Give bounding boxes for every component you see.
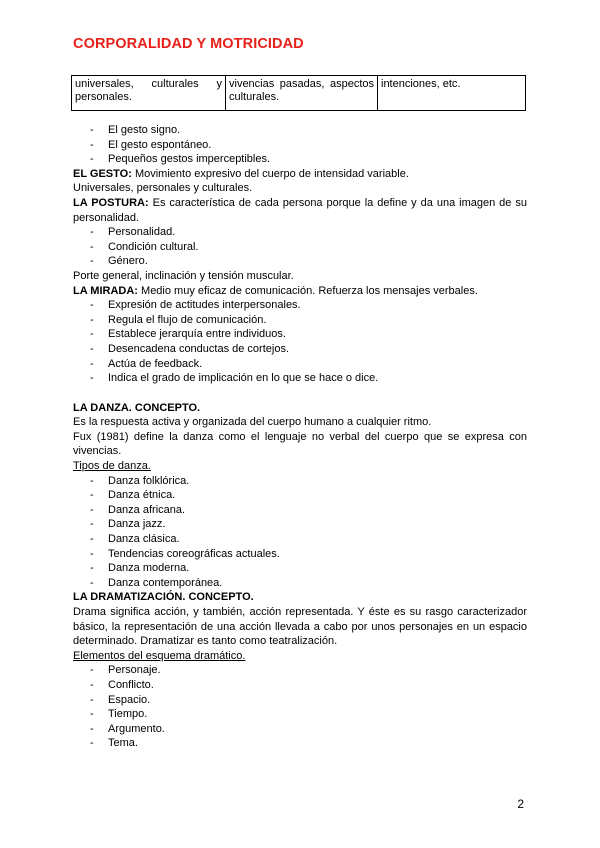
gesto-label: EL GESTO:	[73, 167, 132, 180]
list-item: - Danza moderna.	[73, 561, 527, 576]
list-item: - Tema.	[73, 736, 527, 751]
list-item: - Danza africana.	[73, 503, 527, 518]
table-cell: intenciones, etc.	[378, 76, 526, 111]
mirada-text: Medio muy eficaz de comunicación. Refuerza los mensajes verbales.	[137, 284, 478, 297]
list-item: - Conflicto.	[73, 678, 527, 693]
mirada-definition	[73, 284, 527, 299]
danza-paragraph: Fux (1981) define la danza como el lenguaje no verbal del cuerpo que se expresa con vivencias.	[73, 430, 527, 458]
dramatizacion-paragraph: Drama significa acción, y también, acción representada. Y éste es su rasgo caracterizador básico, la representación de una acción llevada a cabo por unos personajes en un espacio determinado. Dramatizar es tanto como teatralización.	[73, 606, 527, 648]
dramatizacion-elements-list	[73, 663, 527, 751]
gesto-types-list	[73, 123, 527, 167]
list-item: - Argumento.	[73, 722, 527, 737]
table-row	[72, 76, 526, 111]
list-item: - Danza clásica.	[73, 532, 527, 547]
danza-paragraph: Es la respuesta activa y organizada del cuerpo humano a cualquier ritmo.	[73, 416, 432, 429]
list-item: - Tiempo.	[73, 707, 527, 722]
postura-label: LA POSTURA:	[73, 196, 149, 209]
list-item: - Género.	[73, 254, 527, 269]
mirada-label: LA MIRADA:	[73, 284, 138, 297]
list-item: - Desencadena conductas de cortejos.	[73, 342, 527, 357]
list-item: - Danza étnica.	[73, 488, 527, 503]
danza-subheading: Tipos de danza.	[73, 460, 151, 473]
list-item: - Danza jazz.	[73, 517, 527, 532]
list-item: - Condición cultural.	[73, 240, 527, 255]
list-item: - Expresión de actitudes interpersonales.	[73, 298, 527, 313]
postura-text: Es característica de cada persona porque la define y da una imagen de su personalidad.	[73, 196, 527, 224]
list-item: - Espacio.	[73, 693, 527, 708]
page-number: 2	[517, 797, 524, 811]
list-item: - Indica el grado de implicación en lo que se hace o dice.	[73, 371, 527, 386]
list-item: - Establece jerarquía entre individuos.	[73, 327, 527, 342]
list-item: - Danza folklórica.	[73, 474, 527, 489]
gesto-text: Movimiento expresivo del cuerpo de intensidad variable.	[131, 167, 409, 180]
dramatizacion-heading: LA DRAMATIZACIÓN. CONCEPTO.	[73, 591, 254, 604]
page-title: CORPORALIDAD Y MOTRICIDAD	[73, 36, 304, 52]
list-item: - Regula el flujo de comunicación.	[73, 313, 527, 328]
continuation-table	[71, 75, 526, 111]
gesto-definition	[73, 167, 527, 182]
postura-note: Porte general, inclinación y tensión muscular.	[73, 269, 294, 282]
table-cell: vivencias pasadas, aspectos culturales.	[226, 76, 378, 111]
document-body	[73, 123, 527, 751]
table-cell: universales, culturales y personales.	[72, 76, 226, 111]
list-item: - El gesto signo.	[73, 123, 527, 138]
list-item: - Actúa de feedback.	[73, 357, 527, 372]
list-item: - Pequeños gestos imperceptibles.	[73, 152, 527, 167]
list-item: - Tendencias coreográficas actuales.	[73, 547, 527, 562]
list-item: - Personalidad.	[73, 225, 527, 240]
list-item: - Personaje.	[73, 663, 527, 678]
postura-list	[73, 225, 527, 269]
mirada-list	[73, 298, 527, 386]
danza-heading: LA DANZA. CONCEPTO.	[73, 401, 201, 414]
danza-types-list	[73, 474, 527, 591]
dramatizacion-subheading: Elementos del esquema dramático.	[73, 649, 246, 662]
list-item: - El gesto espontáneo.	[73, 138, 527, 153]
gesto-note: Universales, personales y culturales.	[73, 182, 253, 195]
postura-definition	[73, 196, 527, 225]
list-item: - Danza contemporánea.	[73, 576, 527, 591]
